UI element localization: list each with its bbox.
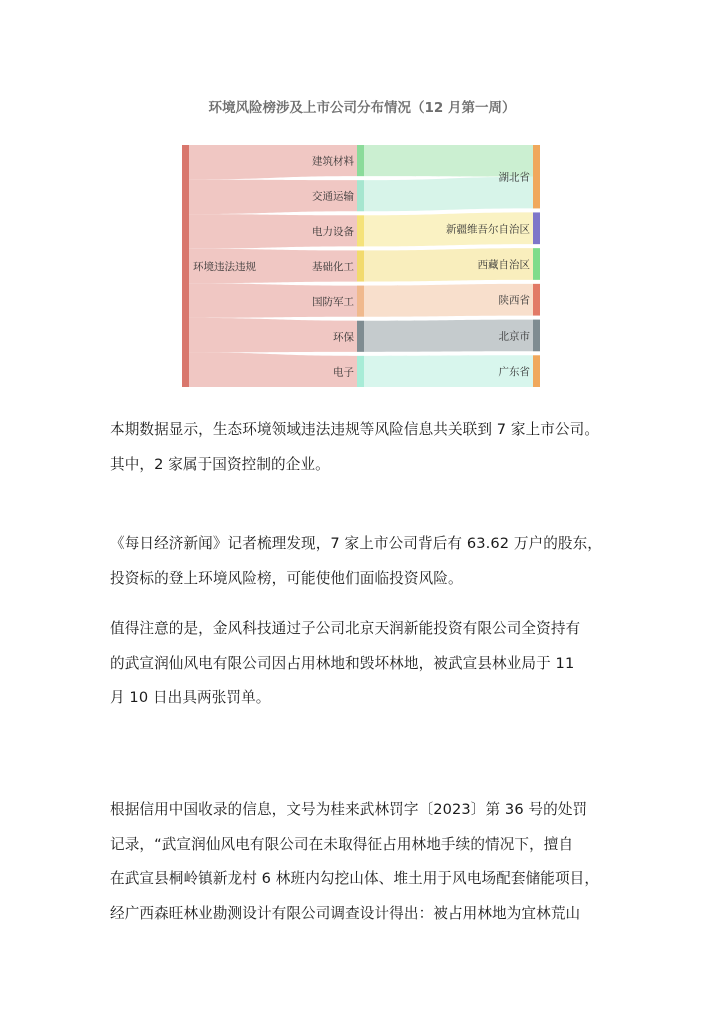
sankey-label-北京市: 北京市 <box>498 330 530 343</box>
sankey-label-电力设备: 电力设备 <box>312 225 354 238</box>
sankey-label-source: 环境违法违规 <box>193 261 256 273</box>
sankey-label-环保: 环保 <box>333 331 354 344</box>
paragraph-1 <box>110 413 620 482</box>
sankey-node-新疆维吾尔自治区 <box>533 212 540 244</box>
sankey-label-西藏自治区: 西藏自治区 <box>477 259 530 271</box>
sankey-label-广东省: 广东省 <box>498 366 530 379</box>
sankey-link-source-环保 <box>189 318 357 353</box>
text-line: 记录，“武宣润仙风电有限公司在未取得征占用林地手续的情况下，擅自 <box>110 835 574 853</box>
sankey-node-建筑材料 <box>357 145 364 176</box>
sankey-node-北京市 <box>533 320 540 352</box>
text-line: 的武宣润仙风电有限公司因占用林地和毁坏林地，被武宣县林业局于 11 <box>110 654 575 672</box>
text-line: 根据信用中国收录的信息，文号为桂来武林罚字〔2023〕第 36 号的处罚 <box>110 801 588 818</box>
sankey-chart <box>178 140 548 392</box>
sankey-node-陕西省 <box>533 284 540 316</box>
sankey-node-电力设备 <box>357 215 364 246</box>
sankey-label-电子: 电子 <box>333 366 354 379</box>
sankey-node-电子 <box>357 356 364 387</box>
sankey-node-国防军工 <box>357 286 364 317</box>
paragraph-3 <box>110 612 620 716</box>
text-line: 本期数据显示，生态环境领域违法违规等风险信息共关联到 7 家上市公司。 <box>110 421 600 438</box>
text-line: 《每日经济新闻》记者梳理发现，7 家上市公司背后有 63.62 万户的股东， <box>110 535 603 552</box>
sankey-label-建筑材料: 建筑材料 <box>312 155 354 168</box>
text-line: 投资标的登上环境风险榜，可能使他们面临投资风险。 <box>110 569 463 587</box>
sankey-label-湖北省: 湖北省 <box>498 171 530 184</box>
sankey-label-基础化工: 基础化工 <box>312 261 354 273</box>
sankey-node-广东省 <box>533 355 540 387</box>
sankey-label-交通运输: 交通运输 <box>312 190 354 203</box>
sankey-label-新疆维吾尔自治区: 新疆维吾尔自治区 <box>446 223 530 236</box>
sankey-node-西藏自治区 <box>533 248 540 280</box>
text-line: 值得注意的是，金风科技通过子公司北京天润新能投资有限公司全资持有 <box>110 620 581 637</box>
paragraph-4 <box>110 793 620 931</box>
text-line: 月 10 日出具两张罚单。 <box>110 689 271 706</box>
text-line: 经广西森旺林业勘测设计有限公司调查设计得出：被占用林地为宜林荒山 <box>110 904 581 922</box>
sankey-node-交通运输 <box>357 180 364 211</box>
sankey-node-source <box>182 145 189 387</box>
paragraph-2 <box>110 527 620 596</box>
text-line: 在武宣县桐岭镇新龙村 6 林班内勾挖山体、堆土用于风电场配套储能项目， <box>110 870 600 887</box>
sankey-node-环保 <box>357 321 364 352</box>
sankey-node-基础化工 <box>357 250 364 281</box>
sankey-node-湖北省 <box>533 145 540 208</box>
sankey-link-source-电子 <box>189 352 357 387</box>
sankey-label-国防军工: 国防军工 <box>312 296 354 309</box>
chart-title: 环境风险榜涉及上市公司分布情况（12 月第一周） <box>208 100 516 116</box>
text-line: 其中，2 家属于国资控制的企业。 <box>110 455 330 473</box>
sankey-label-陕西省: 陕西省 <box>498 294 530 307</box>
